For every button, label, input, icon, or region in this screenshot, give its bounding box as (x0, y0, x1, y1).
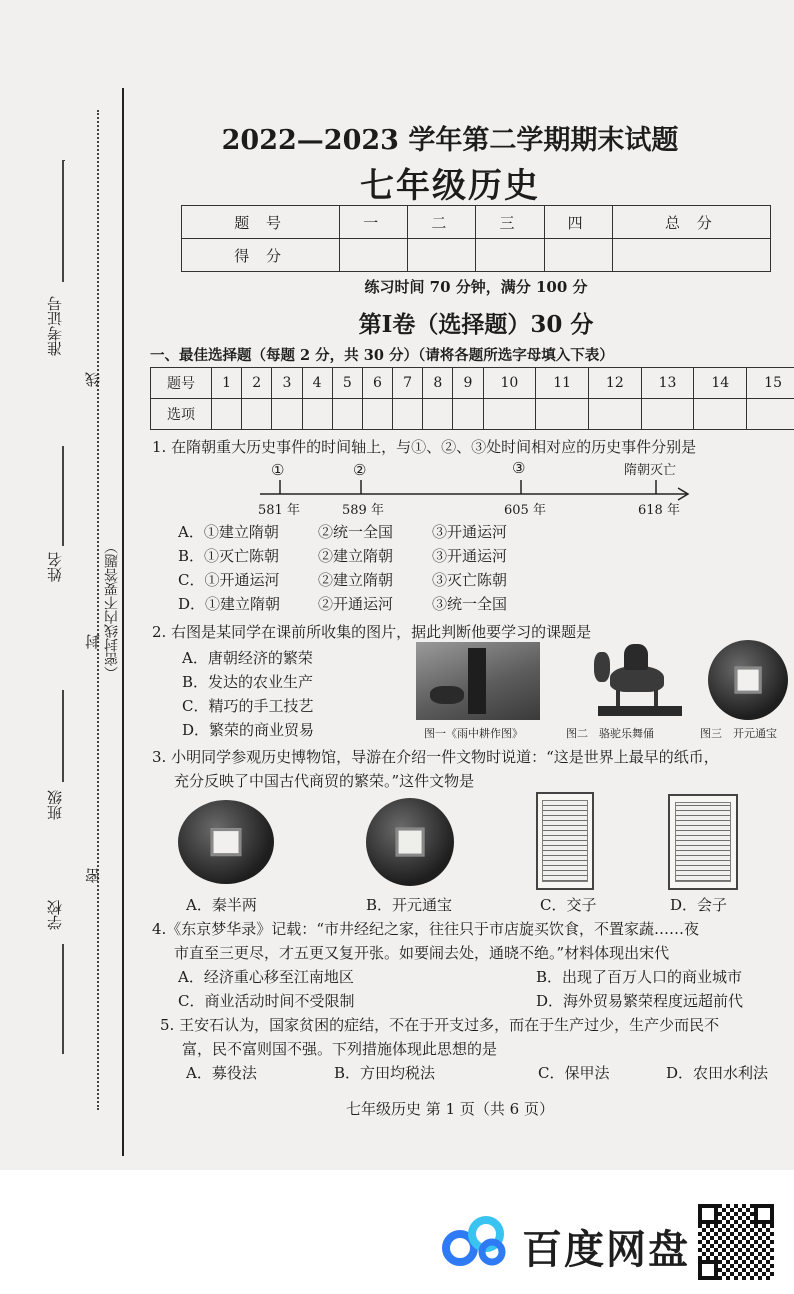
answer-cell-11[interactable] (536, 399, 589, 430)
subject-title: 七年级历史 (360, 166, 540, 206)
answer-cell-9[interactable] (453, 399, 483, 430)
answer-number-15: 15 (747, 368, 794, 399)
huizi-note-image (668, 794, 738, 890)
q1-option-a-part1[interactable]: A．①建立隋朝 (178, 523, 279, 541)
q1-option-b-part3: ③开通运河 (432, 547, 508, 565)
part1-title: 一、最佳选择题（每题 2 分，共 30 分）（请将各题所选字母填入下表） (150, 347, 614, 364)
answer-cell-3[interactable] (272, 399, 302, 430)
q1-option-a-part2: ②统一全国 (318, 523, 394, 541)
score-cell-1[interactable] (340, 239, 408, 272)
score-header-3: 三 (476, 206, 544, 239)
exam-id-blank[interactable] (62, 160, 64, 282)
score-header-1: 一 (340, 206, 408, 239)
camel-figurine-image (588, 640, 692, 720)
score-header-label: 题 号 (182, 206, 340, 239)
q1-option-d-part1[interactable]: D．①建立隋朝 (178, 595, 281, 613)
q4-stem-line1: 4.《东京梦华录》记载：“市井经纪之家，往往只于市店旋买饮食，不置家蔬……夜 (152, 920, 699, 938)
answer-number-3: 3 (272, 368, 302, 399)
answer-cell-2[interactable] (242, 399, 272, 430)
q1-option-c-part1[interactable]: C．①开通运河 (178, 571, 280, 589)
answer-number-5: 5 (332, 368, 362, 399)
q5-option-b[interactable]: B．方田均税法 (334, 1064, 436, 1082)
school-label: 学校 (46, 900, 64, 930)
score-cell-4[interactable] (544, 239, 612, 272)
answer-header-label: 题号 (151, 368, 212, 399)
answer-cell-1[interactable] (212, 399, 242, 430)
answer-number-6: 6 (362, 368, 392, 399)
exam-title: 2022—2023 学年第二学期期末试题 (221, 125, 679, 156)
answer-row-label: 选项 (151, 399, 212, 430)
seal-note: （密封线内不要答题） (104, 540, 120, 680)
answer-number-8: 8 (423, 368, 453, 399)
seal-feng-char: 封 (84, 634, 102, 649)
q1-option-b-part2: ②建立隋朝 (318, 547, 394, 565)
q1-stem: 1. 在隋朝重大历史事件的时间轴上，与①、②、③处时间相对应的历史事件分别是 (152, 438, 697, 456)
jiaozi-note-image (536, 792, 594, 890)
timeline-mark-1: ① (271, 461, 285, 479)
q1-option-c-part2: ②建立隋朝 (318, 571, 394, 589)
answer-cell-4[interactable] (302, 399, 332, 430)
kaiyuan-coin-image (708, 640, 788, 720)
farming-painting-image (416, 642, 540, 720)
q1-option-d-part2: ②开通运河 (318, 595, 394, 613)
answer-number-1: 1 (212, 368, 242, 399)
q1-option-c-part3: ③灭亡陈朝 (432, 571, 508, 589)
seal-mi-char: 密 (84, 868, 102, 883)
page-footer: 七年级历史 第 1 页（共 6 页） (346, 1100, 554, 1118)
answer-cell-15[interactable] (747, 399, 794, 430)
exam-id-underline (64, 160, 65, 161)
answer-number-14: 14 (694, 368, 747, 399)
q3-option-a[interactable]: A．秦半两 (186, 896, 257, 914)
answer-cell-14[interactable] (694, 399, 747, 430)
school-blank[interactable] (62, 944, 64, 1054)
timeline-mark-2: ② (353, 461, 367, 479)
q3-stem-line1: 3. 小明同学参观历史博物馆，导游在介绍一件文物时说道：“这是世界上最早的纸币， (152, 748, 719, 766)
answer-cell-12[interactable] (588, 399, 641, 430)
score-table (181, 205, 771, 272)
answer-number-2: 2 (242, 368, 272, 399)
timeline-year-618: 618 年 (638, 503, 680, 518)
class-label: 班级 (46, 790, 64, 820)
q3-option-b[interactable]: B．开元通宝 (366, 896, 453, 914)
answer-number-12: 12 (588, 368, 641, 399)
caption-fig3: 图三 开元通宝 (700, 727, 777, 740)
timeline-year-605: 605 年 (504, 503, 546, 518)
answer-number-9: 9 (453, 368, 483, 399)
score-cell-2[interactable] (408, 239, 476, 272)
answer-cell-7[interactable] (393, 399, 423, 430)
q2-stem: 2. 右图是某同学在课前所收集的图片，据此判断他要学习的课题是 (152, 623, 592, 641)
answer-number-7: 7 (393, 368, 423, 399)
q2-option-a[interactable]: A．唐朝经济的繁荣 (182, 649, 313, 667)
baidu-netdisk-brand: 百度网盘 (522, 1227, 690, 1273)
exam-info: 练习时间 70 分钟，满分 100 分 (364, 278, 588, 296)
score-header-2: 二 (408, 206, 476, 239)
qr-code-icon (698, 1204, 774, 1280)
exam-id-label: 准考证号 (46, 296, 64, 356)
q4-stem-line2: 市直至三更尽，才五更又复开张。如要闹去处，通晓不绝。”材料体现出宋代 (174, 944, 670, 962)
q3-option-c[interactable]: C．交子 (540, 896, 597, 914)
answer-number-11: 11 (536, 368, 589, 399)
answer-number-4: 4 (302, 368, 332, 399)
answer-table (150, 367, 794, 430)
q4-option-b[interactable]: B．出现了百万人口的商业城市 (536, 968, 743, 986)
q4-option-c[interactable]: C．商业活动时间不受限制 (178, 992, 355, 1010)
class-blank[interactable] (62, 690, 64, 782)
seal-dotted-line (97, 110, 99, 1110)
seal-xian-char: 线 (84, 372, 102, 387)
binding-vertical-line (122, 88, 124, 1156)
q1-option-b-part1[interactable]: B．①灭亡陈朝 (178, 547, 280, 565)
kaiyuan-tongbao-coin-image (366, 798, 454, 886)
answer-cell-13[interactable] (641, 399, 694, 430)
q2-option-b[interactable]: B．发达的农业生产 (182, 673, 314, 691)
name-label: 姓名 (46, 552, 64, 582)
q1-option-d-part3: ③统一全国 (432, 595, 508, 613)
name-blank[interactable] (62, 446, 64, 546)
answer-number-13: 13 (641, 368, 694, 399)
q4-option-a[interactable]: A．经济重心移至江南地区 (178, 968, 354, 986)
score-header-4: 四 (544, 206, 612, 239)
score-cell-total[interactable] (612, 239, 770, 272)
score-row-label: 得 分 (182, 239, 340, 272)
answer-cell-8[interactable] (423, 399, 453, 430)
q1-option-a-part3: ③开通运河 (432, 523, 508, 541)
q5-stem-line2: 富，民不富则国不强。下列措施体现此思想的是 (182, 1040, 498, 1058)
answer-cell-5[interactable] (332, 399, 362, 430)
q5-option-c[interactable]: C．保甲法 (538, 1064, 610, 1082)
q5-stem-line1: 5. 王安石认为，国家贫困的症结，不在于开支过多，而在于生产过少，生产少而民不 (160, 1016, 720, 1034)
banliang-coin-image (178, 800, 274, 884)
caption-fig1: 图一《雨中耕作图》 (424, 727, 523, 740)
q2-option-d[interactable]: D．繁荣的商业贸易 (182, 721, 315, 739)
answer-number-10: 10 (483, 368, 536, 399)
timeline-mark-3: ③ (512, 459, 526, 477)
answer-cell-6[interactable] (362, 399, 392, 430)
q2-option-c[interactable]: C．精巧的手工技艺 (182, 697, 314, 715)
q3-stem-line2: 充分反映了中国古代商贸的繁荣。”这件文物是 (174, 772, 475, 790)
baidu-netdisk-logo-icon (442, 1214, 512, 1270)
timeline-mark-sui-fall: 隋朝灭亡 (624, 463, 677, 478)
q5-option-a[interactable]: A．募役法 (186, 1064, 257, 1082)
timeline-year-589: 589 年 (342, 503, 384, 518)
section-title: 第Ⅰ卷（选择题）30 分 (358, 311, 594, 338)
caption-fig2: 图二 骆驼乐舞俑 (566, 727, 654, 740)
score-cell-3[interactable] (476, 239, 544, 272)
answer-cell-10[interactable] (483, 399, 536, 430)
timeline-year-581: 581 年 (258, 503, 300, 518)
q5-option-d[interactable]: D．农田水利法 (666, 1064, 769, 1082)
score-header-total: 总 分 (612, 206, 770, 239)
q3-option-d[interactable]: D．会子 (670, 896, 728, 914)
q4-option-d[interactable]: D．海外贸易繁荣程度远超前代 (536, 992, 744, 1010)
